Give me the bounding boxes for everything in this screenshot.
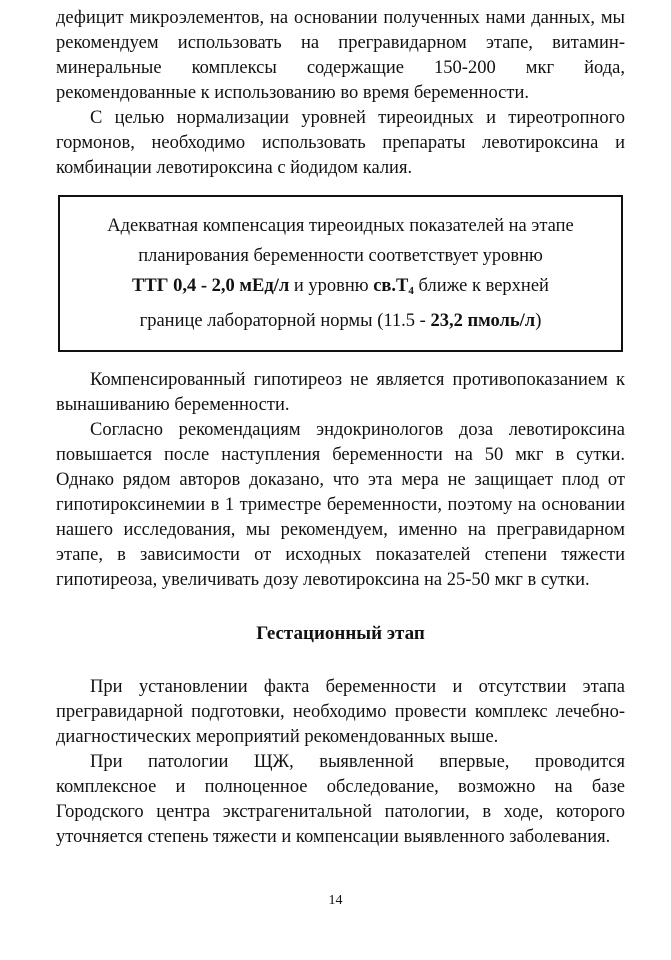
box-line-4-start: границе лабораторной нормы (11.5 -	[139, 311, 431, 331]
paragraph-top-1: дефицит микроэлементов, на основании полученных нами данных, мы рекомендуем использовать на прегравидарном этапе, витамин-минеральные комплексы содержащие 150-200 мкг йода, рекомендованные к использованию во время беременности.	[56, 8, 625, 103]
box-line-3	[80, 271, 601, 306]
recommendation-box	[58, 195, 623, 352]
paragraph-top-2: С целью нормализации уровней тиреоидных и тиреотропного гормонов, необходимо использовать препараты левотироксина и комбинации левотироксина с йодидом калия.	[56, 108, 625, 178]
box-line-4-end: )	[535, 311, 542, 331]
paragraph-middle-1: Компенсированный гипотиреоз не является противопоказанием к вынашиванию беременности.	[56, 370, 625, 415]
section-heading: Гестационный этап	[256, 623, 425, 644]
tsh-range: ТТГ 0,4 - 2,0 мЕд/л	[132, 276, 290, 296]
box-and-level: и уровню	[289, 276, 374, 296]
free-t4-label	[373, 276, 414, 296]
box-line-1: Адекватная компенсация тиреоидных показателей на этапе	[107, 216, 574, 236]
paragraph-middle-2: Согласно рекомендациям эндокринологов доза левотироксина повышается после наступления беременности на 50 мкг в сутки. Однако рядом авторов доказано, что эта мера не защищает плод от гипотироксинемии в 1 триместре беременности, поэтому на основании нашего исследования, мы рекомендуем, именно на прегравидарном этапе, в зависимости от исходных показателей степени тяжести гипотиреоза, увеличивать дозу левотироксина на 25-50 мкг в сутки.	[56, 420, 625, 590]
box-line-3-end: ближе к верхней	[413, 276, 549, 296]
box-line-2: планирования беременности соответствует уровню	[138, 246, 543, 266]
page-number: 14	[328, 893, 343, 908]
paragraph-bottom-2: При патологии ЩЖ, выявленной впервые, проводится комплексное и полноценное обследование, возможно на базе Городского центра экстрагенитальной патологии, в ходе, которого уточняется степень тяжести и компенсации выявленного заболевания.	[56, 752, 625, 847]
box-line-4	[80, 306, 601, 336]
free-t4-prefix: св.Т	[373, 276, 409, 296]
free-t4-upper-limit: 23,2 пмоль/л	[430, 311, 536, 331]
paragraph-bottom-1: При установлении факта беременности и отсутствии этапа прегравидарной подготовки, необходимо провести комплекс лечебно- диагностических мероприятий рекомендованных выше.	[56, 677, 625, 747]
free-t4-subscript: 4	[408, 285, 414, 297]
